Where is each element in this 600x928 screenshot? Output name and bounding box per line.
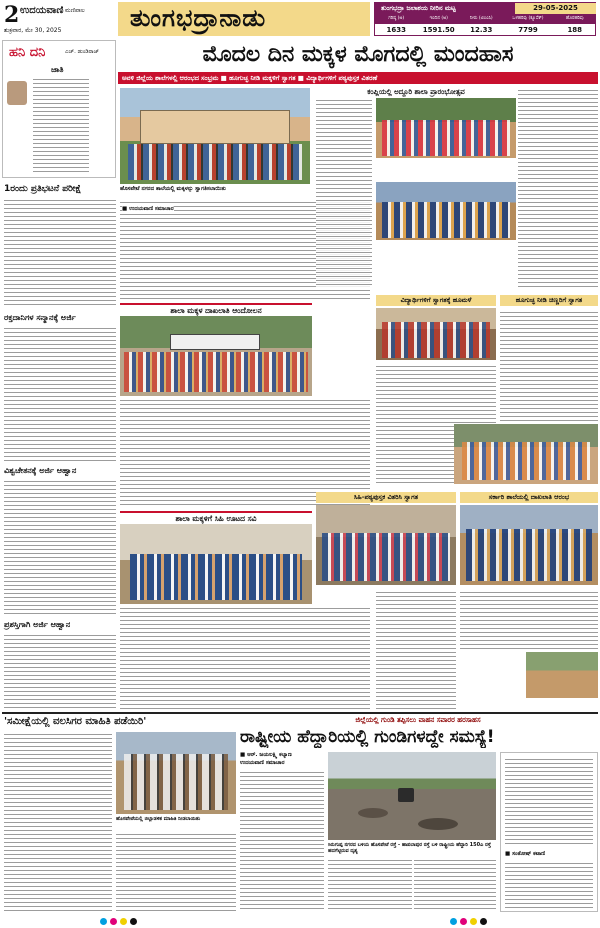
bottom-right-author: ■ ಸಂತೋಷ್ ಕಟಾಣಿ — [505, 851, 546, 857]
school-building-photo — [120, 88, 310, 184]
dam-col-inflow: ಒಳಹರಿವು (ಕ್ಯೂಸೆಕ್) — [512, 16, 544, 21]
bottom-right-box — [500, 752, 598, 912]
enrolment-box-title: ಶಾಲಾ ಮಕ್ಕಳ ದಾಖಲಾತಿ ಆಂದೋಲನ — [120, 303, 312, 315]
page-number: 2 — [4, 2, 20, 28]
hani-dani-title: ಹನಿ ದನಿ — [9, 45, 46, 60]
bottom-kicker: ಜಿಲ್ಲೆಯಲ್ಲಿ ಗುಂಡಿ ತಪ್ಪಿಸಲು ವಾಹನ ಸವಾರರ ಹರಸಾಹಸ — [355, 716, 481, 724]
banner — [170, 334, 260, 350]
welcome-photo — [376, 308, 496, 360]
bottom-story-col3 — [414, 858, 496, 912]
govt-photo-2 — [526, 652, 598, 698]
govt-box-title: ಸರ್ಕಾರಿ ಶಾಲೆಯಲ್ಲಿ ದಾಖಲಾತಿ ಆರಂಭ — [460, 492, 598, 503]
pothole-2 — [418, 818, 458, 830]
kampli-crowd — [382, 120, 510, 156]
sihi-story — [376, 590, 456, 710]
bottom-right-text-2 — [505, 861, 593, 909]
dam-col-tmc: ನೀರು (ಟಿಎಂಸಿ) — [469, 16, 493, 21]
story-title-left-2: ರಕ್ತದಾನಿಗಳ ಸನ್ಮಾನಕ್ಕೆ ಅರ್ಜಿ — [4, 313, 76, 322]
bottom-left-caption: ಹೊಸಪೇಟೆಯಲ್ಲಿ ಜಿಲ್ಲಾಡಳಿತ ಮಾಹಿತಿ ನೀಡಲಾಯಿತು — [116, 816, 201, 822]
paper-name: ಉದಯವಾಣಿ — [20, 5, 64, 16]
section-title-band — [118, 2, 370, 36]
poem-text — [33, 77, 89, 173]
dam-val-max: 1633 — [386, 26, 406, 34]
welcome-box-title: ವಿದ್ಯಾರ್ಥಿಗಳಿಗೆ ಸ್ವಾಗತಕ್ಕೆ ಹೂಮಳೆ — [376, 295, 496, 306]
dam-col-today: ಇಂದಿನ (ಅ) — [429, 16, 448, 21]
meal-box-title: ಶಾಲಾ ಮಕ್ಕಳಿಗೆ ಸಿಹಿ ಊಟದ ಸವಿ — [120, 511, 312, 523]
sub-headline: ಅವಳಿ ಜಿಲ್ಲೆಯ ಶಾಲೆಗಳಲ್ಲಿ ಆರಂಭದ ಸಂಭ್ರಮ ■ ಹೂಗುಚ್ಛ ನೀಡಿ ಮಕ್ಕಳಿಗೆ ಸ್ವಾಗತ ■ ವಿದ್ಯಾರ್ಥಿಗಳಿಗೆ ಪಠ್ಯಪುಸ್ತಕ ವಿತರಣೆ — [122, 74, 378, 82]
flower-photo — [454, 424, 598, 484]
bottom-left-story-2 — [116, 832, 236, 912]
reg-dot-magenta-2 — [460, 918, 467, 925]
story-body-left-1 — [4, 198, 116, 308]
bottom-divider — [2, 712, 598, 714]
sihi-photo — [316, 505, 456, 585]
bottom-dateline: ಉದಯವಾಣಿ ಸಮಾಚಾರ — [240, 760, 285, 766]
registration-marks — [0, 916, 600, 928]
bottom-right-text — [505, 757, 593, 847]
story-body-left-4 — [4, 633, 116, 709]
story-title-left-4: ಪ್ರಶಸ್ತಿಗಾಗಿ ಅರ್ಜಿ ಆಹ್ವಾನ — [4, 620, 71, 629]
main-headline: ಮೊದಲ ದಿನ ಮಕ್ಕಳ ಮೊಗದಲ್ಲಿ ಮಂದಹಾಸ — [202, 42, 514, 67]
flower-children — [462, 442, 590, 480]
center-dateline: ■ ಉದಯವಾಣಿ ಸಮಾಚಾರ — [122, 206, 174, 212]
far-right-story — [518, 88, 598, 288]
flower-box-title: ಹೂಗುಚ್ಛ ನೀಡಿ ಚಿಣ್ಣರಿಗೆ ಸ್ವಾಗತ — [500, 295, 598, 306]
reg-dot-yellow — [120, 918, 127, 925]
kampli-box-title: ಕಂಪ್ಲಿಯಲ್ಲಿ ಅದ್ದೂರಿ ಶಾಲಾ ಪ್ರಾರಂಭೋತ್ಸವ — [367, 88, 465, 96]
highway-photo-caption: ಸಿರುಗುಪ್ಪ ನಗರದ ಬಳಿಯ ಹೊಸಪೇಟೆ ರಸ್ತೆ - ಹಾಪಲಾಪುರ ರಸ್ತೆ ಬಳಿ ರಾಷ್ಟ್ರೀಯ ಹೆದ್ದಾರಿ 150ಎ ರಸ್ತೆ ಹದಗೆಟ್ಟಿರುವ ದೃಶ್ಯ — [328, 842, 491, 854]
bottom-left-headline: 'ಸಮೀಕ್ಷೆಯಲ್ಲಿ ವಲಸಿಗರ ಮಾಹಿತಿ ಪಡೆಯಿರಿ' — [4, 716, 147, 727]
bottom-byline: ■ ಆರ್. ಜಯಲಕ್ಷ್ಮಿ ಕಲ್ಯಾಣ — [240, 752, 292, 758]
children-group — [128, 144, 302, 180]
kampli-photo-2 — [376, 182, 516, 240]
story-title-left-1: 1ರಂದು ಪ್ರತಿಭಟನೆ ಪರೀಕ್ಷೆ — [4, 184, 82, 194]
dam-col-max: ಗರಿಷ್ಠ (ಅ) — [388, 16, 405, 21]
meal-photo — [120, 524, 312, 604]
dam-values-row — [375, 24, 596, 36]
section-title: ತುಂಗಭದ್ರಾನಾಡು — [130, 4, 267, 32]
dam-box-date: 29-05-2025 — [515, 3, 596, 14]
sub-headline-band — [118, 72, 598, 84]
sihi-children — [322, 533, 450, 581]
bottom-story-col2 — [328, 858, 412, 912]
reg-dot-yellow-2 — [470, 918, 477, 925]
govt-photo — [460, 505, 598, 585]
reg-dot-magenta — [110, 918, 117, 925]
dam-col-headers — [375, 14, 596, 24]
school-building-shape — [140, 110, 290, 144]
date-line: ಶುಕ್ರವಾರ, ಮೇ 30, 2025 — [4, 27, 62, 34]
story-body-left-3 — [4, 479, 116, 616]
govt-children — [466, 529, 592, 581]
dam-box-title: ತುಂಗಭದ್ರಾ ಜಲಾಶಯ ನೀರಿನ ಮಟ್ಟ — [375, 3, 515, 14]
dam-val-today: 1591.50 — [422, 26, 455, 34]
reg-dot-black — [130, 918, 137, 925]
hani-dani-box — [2, 40, 116, 178]
bottom-left-story — [4, 732, 112, 912]
story-title-left-3: ವಿಶ್ವಚೇತನಕ್ಕೆ ಅರ್ಜಿ ಆಹ್ವಾನ — [4, 466, 77, 475]
dam-val-outflow: 188 — [567, 26, 583, 34]
enrolment-rally-photo — [120, 316, 312, 396]
center-story-bottom — [120, 606, 370, 712]
reg-dot-cyan-2 — [450, 918, 457, 925]
page-header — [0, 0, 600, 38]
story-body-left-2 — [4, 326, 116, 462]
dam-col-outflow: ಹೊರಹರಿವು — [565, 16, 584, 21]
reg-dot-cyan — [100, 918, 107, 925]
bottom-left-photo — [116, 732, 236, 814]
hani-dani-heading: ಜಾತಿ — [51, 65, 64, 74]
hani-dani-byline: ಎಚ್. ಡುಂಡಿರಾಜ್ — [65, 49, 100, 55]
vehicle — [398, 788, 414, 802]
sihi-box-title: ಸಿಹಿ-ಪಠ್ಯಪುಸ್ತಕ ವಿತರಿಸಿ ಸ್ವಾಗತ — [316, 492, 456, 503]
govt-story — [460, 590, 598, 650]
dam-val-tmc: 12.33 — [470, 26, 493, 34]
kampli-photo-1 — [376, 98, 516, 158]
kampli-kids — [382, 202, 510, 238]
dam-val-inflow: 7799 — [518, 26, 538, 34]
reg-dot-black-2 — [480, 918, 487, 925]
bottom-story-col1 — [240, 770, 324, 912]
highway-potholes-photo — [328, 752, 496, 840]
photo-caption-top: ಹೊಸಪೇಟೆ ನಗರದ ಶಾಲೆಯಲ್ಲಿ ಮಕ್ಕಳನ್ನು ಸ್ವಾಗತಿಸಲಾಯಿತು — [120, 186, 226, 192]
kampli-story — [316, 98, 372, 288]
meal-children — [130, 554, 302, 600]
pothole-1 — [358, 808, 388, 818]
author-photo — [7, 81, 27, 105]
rally-crowd — [124, 352, 308, 392]
flower-story — [500, 310, 598, 422]
edition-name: ಮಣಿಪಾಲ — [65, 7, 85, 14]
welcome-people — [382, 322, 490, 358]
dam-level-box — [374, 2, 596, 36]
bottom-main-headline: ರಾಷ್ಟ್ರೀಯ ಹೆದ್ದಾರಿಯಲ್ಲಿ ಗುಂಡಿಗಳದ್ದೇ ಸಮಸ್ಯೆ! — [240, 727, 495, 747]
officials-group — [124, 754, 228, 810]
